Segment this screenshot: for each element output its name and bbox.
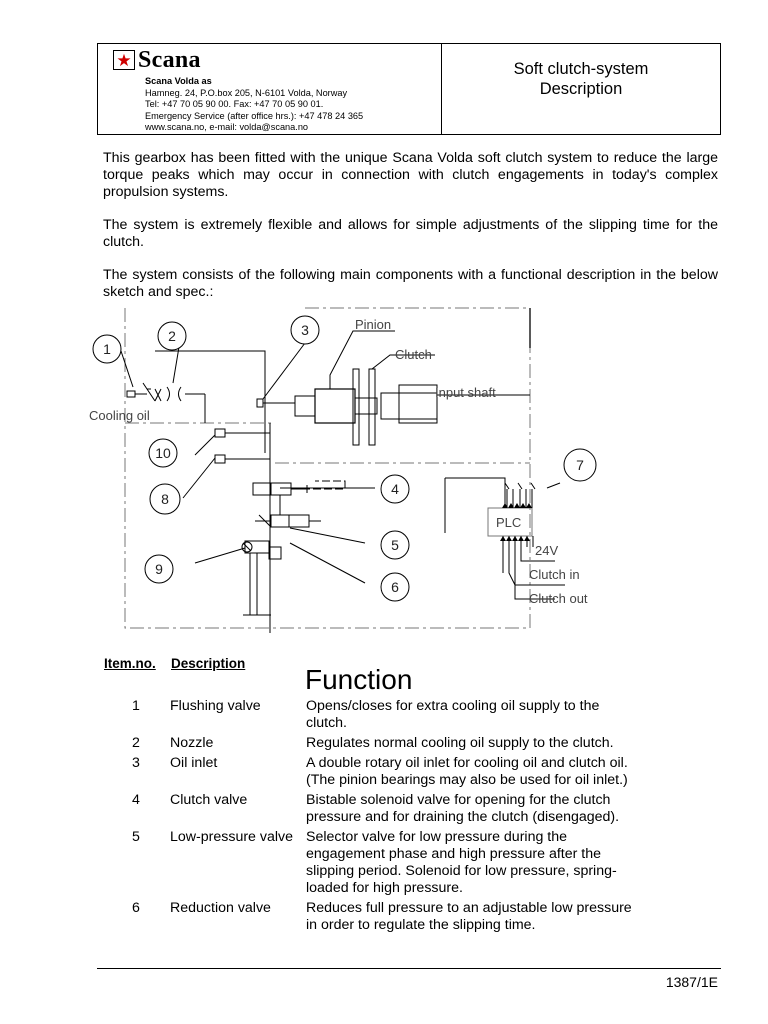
intro-paragraph-2: The system is extremely flexible and allows for simple adjustments of the slipping time for the clutch.: [103, 217, 718, 250]
label-clutch-in: Clutch in: [529, 567, 580, 582]
soft-clutch-schematic: [85, 303, 645, 643]
document-title: [442, 44, 720, 134]
item-no: 2: [132, 735, 140, 751]
item-description: Nozzle: [170, 735, 214, 751]
company-address: [145, 76, 363, 134]
callout-3: 3: [301, 322, 309, 338]
item-description: Reduction valve: [170, 900, 271, 916]
item-description: Oil inlet: [170, 755, 218, 771]
document-header: [97, 43, 721, 135]
phone-fax-line: Tel: +47 70 05 90 00. Fax: +47 70 05 90 01.: [145, 99, 324, 109]
label-cooling-oil: Cooling oil: [89, 408, 150, 423]
column-function: Function: [305, 664, 413, 695]
intro-paragraph-3: The system consists of the following main components with a functional description in the below sketch and spec.:: [103, 267, 718, 300]
column-description: Description: [171, 656, 246, 671]
emergency-line: Emergency Service (after office hrs.): +47 478 24 365: [145, 110, 364, 121]
item-no: 1: [132, 698, 140, 714]
callout-10: 10: [155, 445, 171, 461]
item-function: Selector valve for low pressure during the engagement phase and high pressure after the slipping period. Solenoid for low pressure, spring-loaded for high pressure.: [306, 829, 617, 896]
item-description: Flushing valve: [170, 698, 261, 714]
column-item-no: Item.no.: [104, 656, 156, 671]
label-24v: 24V: [535, 543, 559, 558]
callout-4: 4: [391, 481, 399, 497]
item-function: Reduces full pressure to an adjustable low pressure in order to regulate the slipping time.: [306, 900, 632, 933]
item-no: 3: [132, 755, 140, 771]
label-clutch-out: Clutch out: [529, 591, 588, 606]
item-description: Clutch valve: [170, 792, 248, 808]
company-name: Scana Volda as: [145, 76, 212, 86]
star-icon: ★: [113, 50, 135, 70]
item-no: 4: [132, 792, 140, 808]
callout-7: 7: [576, 457, 584, 473]
item-no: 6: [132, 900, 140, 916]
label-input-shaft: Input shaft: [435, 385, 496, 400]
item-description: Low-pressure valve: [170, 829, 294, 845]
callout-2: 2: [168, 328, 176, 344]
item-function: A double rotary oil inlet for cooling oil and clutch oil. (The pinion bearings may also be used for oil inlet.): [306, 755, 628, 788]
item-no: 5: [132, 829, 140, 845]
callout-8: 8: [161, 491, 169, 507]
title-line-1: Soft clutch-system: [513, 60, 649, 78]
callout-5: 5: [391, 537, 399, 553]
callout-9: 9: [155, 561, 163, 577]
company-block: [98, 44, 442, 134]
callout-6: 6: [391, 579, 399, 595]
web-email-line: www.scana.no, e-mail: volda@scana.no: [145, 122, 309, 132]
logo-text: Scana: [138, 47, 201, 73]
callout-1: 1: [103, 341, 111, 357]
label-plc: PLC: [496, 515, 522, 530]
footer-divider: [97, 968, 721, 969]
intro-paragraph-1: This gearbox has been fitted with the unique Scana Volda soft clutch system to reduce the large torque peaks which may occur in connection with clutch engagements in today's complex propulsion systems.: [103, 150, 718, 200]
item-function: Opens/closes for extra cooling oil supply to the clutch.: [306, 698, 600, 731]
title-line-2: Description: [539, 80, 623, 98]
document-code: 1387/1E: [665, 974, 718, 990]
item-function: Regulates normal cooling oil supply to the clutch.: [306, 735, 614, 751]
label-pinion: Pinion: [355, 317, 392, 332]
scana-logo: [113, 49, 201, 71]
label-clutch: Clutch: [395, 347, 432, 362]
address-line: Hamneg. 24, P.O.box 205, N-6101 Volda, Norway: [145, 87, 348, 98]
item-function: Bistable solenoid valve for opening for the clutch pressure and for draining the clutch (disengaged).: [306, 792, 620, 825]
